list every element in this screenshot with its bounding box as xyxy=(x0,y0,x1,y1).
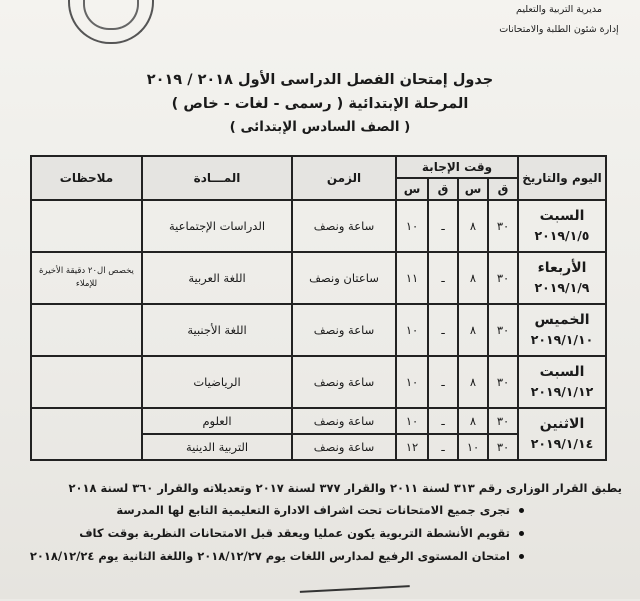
subject-cell: التربية الدينية xyxy=(142,434,292,460)
list-item: تجرى جميع الامتحانات تحت اشراف الادارة التعليمية التابع لها المدرسة xyxy=(24,499,622,522)
titles-block xyxy=(0,68,640,138)
subject-cell: اللغة الأجنبية xyxy=(142,304,292,356)
bullet-icon xyxy=(519,508,524,513)
to-min-cell: ـ xyxy=(428,408,458,434)
stage-title: المرحلة الإبتدائية ( رسمى - لغات - خاص ) xyxy=(171,96,469,112)
bullet-icon xyxy=(519,554,524,559)
note-cell xyxy=(31,304,142,356)
from-min-cell: ٣٠ xyxy=(488,356,518,408)
ministry-seal-logo xyxy=(68,0,154,44)
day-date-cell: الخميس ٢٠١٩/١/١٠ xyxy=(518,304,606,356)
to-min-cell: ـ xyxy=(428,434,458,460)
duration-cell: ساعة ونصف xyxy=(292,356,396,408)
to-min-cell: ـ xyxy=(428,356,458,408)
duration-cell: ساعة ونصف xyxy=(292,200,396,252)
subheader-to-min: ق xyxy=(428,178,458,200)
subject-cell: العلوم xyxy=(142,408,292,434)
table-row xyxy=(31,200,606,252)
table-row xyxy=(31,252,606,304)
header-notes: ملاحظات xyxy=(31,156,142,200)
duration-cell: ساعة ونصف xyxy=(292,434,396,460)
from-min-cell: ٣٠ xyxy=(488,434,518,460)
to-hr-cell: ١٠ xyxy=(396,408,428,434)
day-date-cell: الاثنين ٢٠١٩/١/١٤ xyxy=(518,408,606,460)
duration-cell: ساعة ونصف xyxy=(292,304,396,356)
subheader-from-hr: س xyxy=(458,178,488,200)
list-item: تقويم الأنشطة التربوية يكون عمليا ويعقد قبل الامتحانات النظرية بوقت كاف xyxy=(24,522,622,545)
subject-cell: الدراسات الإجتماعية xyxy=(142,200,292,252)
to-min-cell: ـ xyxy=(428,200,458,252)
day-date-cell: السبت ٢٠١٩/١/٥ xyxy=(518,200,606,252)
header-subject: المـــادة xyxy=(142,156,292,200)
to-hr-cell: ١٠ xyxy=(396,356,428,408)
exam-schedule-table xyxy=(30,155,607,461)
list-item: امتحان المستوى الرفيع لمدارس اللغات يوم ٢٠١٨/١٢/٢٧ واللغة الثانية يوم ٢٠١٨/١٢/٢٤ xyxy=(24,545,622,568)
ministry-line-2: إدارة شئون الطلبة والامتحانات xyxy=(499,24,619,35)
note-cell xyxy=(31,200,142,252)
bullet-icon xyxy=(519,531,524,536)
rules-list xyxy=(24,499,622,568)
duration-cell: ساعتان ونصف xyxy=(292,252,396,304)
note-cell xyxy=(31,356,142,408)
to-min-cell: ـ xyxy=(428,304,458,356)
decree-line: يطبق القرار الوزارى رقم ٣١٣ لسنة ٢٠١١ والقرار ٣٧٧ لسنة ٢٠١٧ وتعديلاته والقرار ٣٦٠ لسنة ٢٠١٨ xyxy=(68,481,622,495)
ministry-line-1: مديرية التربية والتعليم xyxy=(516,4,602,15)
from-min-cell: ٣٠ xyxy=(488,252,518,304)
from-min-cell: ٣٠ xyxy=(488,304,518,356)
from-min-cell: ٣٠ xyxy=(488,200,518,252)
note-cell xyxy=(31,408,142,460)
from-hr-cell: ١٠ xyxy=(458,434,488,460)
subheader-from-min: ق xyxy=(488,178,518,200)
to-min-cell: ـ xyxy=(428,252,458,304)
duration-cell: ساعة ونصف xyxy=(292,408,396,434)
to-hr-cell: ١٠ xyxy=(396,200,428,252)
from-hr-cell: ٨ xyxy=(458,200,488,252)
table-row xyxy=(31,408,606,434)
subject-cell: اللغة العربية xyxy=(142,252,292,304)
table-row xyxy=(31,356,606,408)
footer-notes xyxy=(24,477,622,568)
header-duration: الزمن xyxy=(292,156,396,200)
to-hr-cell: ١٢ xyxy=(396,434,428,460)
from-hr-cell: ٨ xyxy=(458,408,488,434)
subject-cell: الرياضيات xyxy=(142,356,292,408)
from-hr-cell: ٨ xyxy=(458,356,488,408)
table-row xyxy=(31,304,606,356)
grade-title: ( الصف السادس الإبتدائى ) xyxy=(229,119,411,135)
header-day-date: اليوم والتاريخ xyxy=(518,156,606,200)
from-hr-cell: ٨ xyxy=(458,304,488,356)
ministry-header xyxy=(484,0,634,40)
from-min-cell: ٣٠ xyxy=(488,408,518,434)
subheader-to-hr: س xyxy=(396,178,428,200)
to-hr-cell: ١٠ xyxy=(396,304,428,356)
to-hr-cell: ١١ xyxy=(396,252,428,304)
day-date-cell: السبت ٢٠١٩/١/١٢ xyxy=(518,356,606,408)
from-hr-cell: ٨ xyxy=(458,252,488,304)
header-answer-time: وقت الإجابة xyxy=(396,156,518,178)
note-cell: يخصص ال٢٠ دقيقة الأخيرة للإملاء xyxy=(31,252,142,304)
day-date-cell: الأربعاء ٢٠١٩/١/٩ xyxy=(518,252,606,304)
schedule-title: جدول إمتحان الفصل الدراسى الأول ٢٠١٨ / ٢٠١٩ xyxy=(146,72,494,88)
